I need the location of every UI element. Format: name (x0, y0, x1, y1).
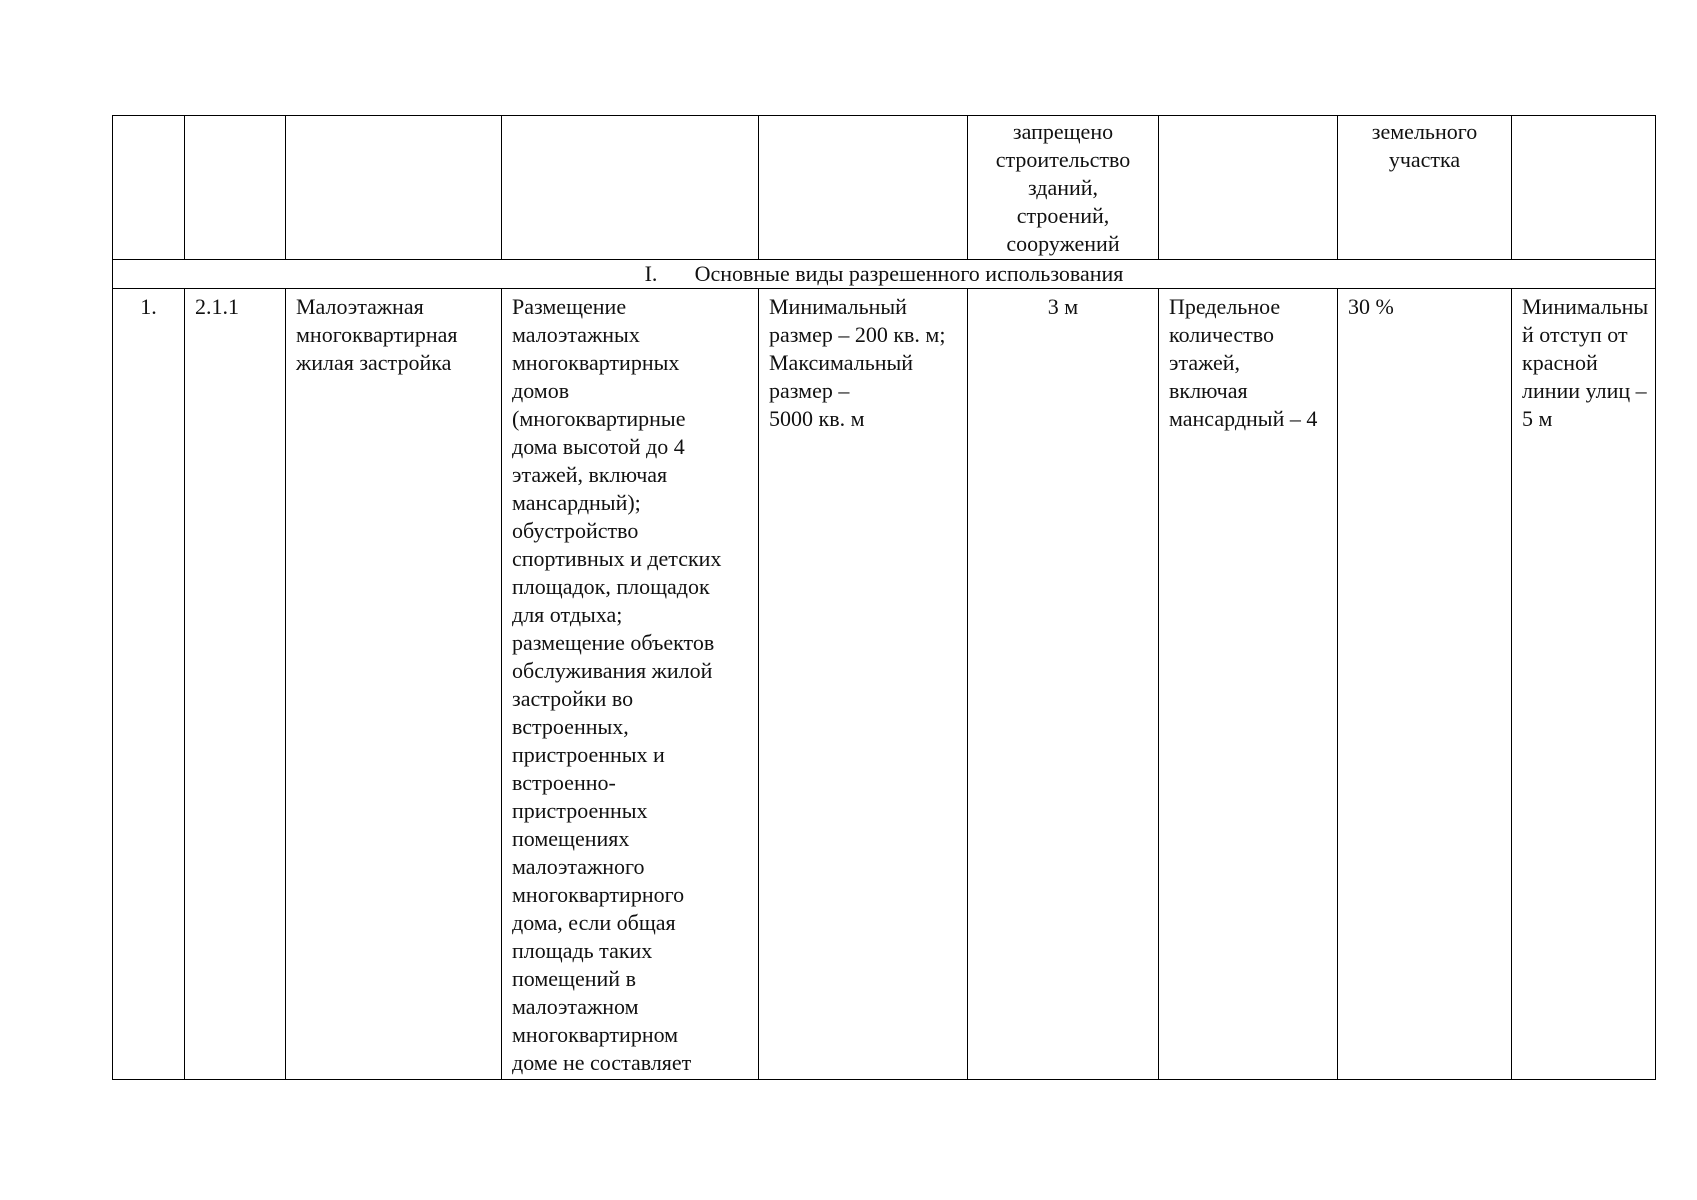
name-line: жилая застройка (296, 350, 452, 375)
description-line: обслуживания жилой (512, 658, 713, 683)
row-coverage (1338, 289, 1512, 1080)
description-line: застройки во (512, 686, 634, 711)
description-line: этажей, включая (512, 462, 668, 487)
name-line: многоквартирная (296, 322, 458, 347)
row-plot-size (759, 289, 968, 1080)
floors-line: включая (1169, 378, 1248, 403)
row-code-text: 2.1.1 (195, 294, 239, 319)
plot-size-line: 5000 кв. м (769, 406, 865, 431)
other-line: красной (1522, 350, 1598, 375)
description-line: многоквартирного (512, 882, 685, 907)
header-cell-coverage (1338, 116, 1512, 260)
plot-size-line: Максимальный (769, 350, 914, 375)
row-index-text: 1. (140, 294, 157, 319)
floors-line: мансардный – 4 (1169, 406, 1318, 431)
description-line: помещений в (512, 966, 636, 991)
description-line: обустройство (512, 518, 639, 543)
header-coverage-line: участка (1388, 147, 1461, 172)
row-name (286, 289, 502, 1080)
description-line: мансардный); (512, 490, 641, 515)
header-setback-line: сооружений (1006, 231, 1120, 256)
header-cell-plot-size (759, 116, 968, 260)
table-row-section (113, 260, 1656, 289)
floors-line: количество (1169, 322, 1275, 347)
table-row (113, 289, 1656, 1080)
floors-line: этажей, (1169, 350, 1241, 375)
description-line: для отдыха; (512, 602, 623, 627)
description-line: помещениях (512, 826, 630, 851)
header-cell-index (113, 116, 185, 260)
description-line: доме не составляет (512, 1050, 692, 1075)
section-title: Основные виды разрешенного использования (694, 261, 1124, 286)
header-setback-line: строительство (995, 147, 1131, 172)
description-line: (многоквартирные (512, 406, 686, 431)
description-line: пристроенных и (512, 742, 665, 767)
description-line: дома, если общая (512, 910, 676, 935)
other-line: 5 м (1522, 406, 1553, 431)
row-setback (968, 289, 1159, 1080)
floors-line: Предельное (1169, 294, 1281, 319)
table-row-header-continuation (113, 116, 1656, 260)
description-line: многоквартирных (512, 350, 680, 375)
description-line: площадок, площадок (512, 574, 710, 599)
row-description (502, 289, 759, 1080)
section-heading (113, 260, 1656, 289)
description-line: Размещение (512, 294, 627, 319)
setback-value: 3 м (1047, 294, 1079, 319)
name-line: Малоэтажная (296, 294, 424, 319)
coverage-value: 30 % (1348, 294, 1394, 319)
description-line: многоквартирном (512, 1022, 679, 1047)
header-cell-other (1512, 116, 1656, 260)
description-line: встроенно- (512, 770, 616, 795)
regulations-table (112, 115, 1656, 1080)
header-coverage-line: земельного (1371, 119, 1478, 144)
plot-size-line: размер – (769, 378, 850, 403)
description-line: размещение объектов (512, 630, 715, 655)
description-line: малоэтажных (512, 322, 640, 347)
section-number: I. (644, 261, 658, 286)
row-code (185, 289, 286, 1080)
header-cell-description (502, 116, 759, 260)
header-cell-setback (968, 116, 1159, 260)
description-line: малоэтажного (512, 854, 645, 879)
description-line: малоэтажном (512, 994, 639, 1019)
plot-size-line: размер – 200 кв. м; (769, 322, 946, 347)
plot-size-line: Минимальный (769, 294, 907, 319)
description-line: дома высотой до 4 (512, 434, 685, 459)
header-setback-line: зданий, (1027, 175, 1099, 200)
description-line: пристроенных (512, 798, 648, 823)
header-cell-floors (1159, 116, 1338, 260)
other-line: й отступ от (1522, 322, 1628, 347)
other-line: линии улиц – (1522, 378, 1647, 403)
description-line: площадь таких (512, 938, 653, 963)
row-index (113, 289, 185, 1080)
header-setback-line: запрещено (1012, 119, 1114, 144)
description-line: спортивных и детских (512, 546, 722, 571)
other-line: Минимальны (1522, 294, 1649, 319)
header-setback-line: строений, (1016, 203, 1110, 228)
header-cell-code (185, 116, 286, 260)
description-line: встроенных, (512, 714, 629, 739)
row-floors (1159, 289, 1338, 1080)
row-other (1512, 289, 1656, 1080)
description-line: домов (512, 378, 570, 403)
header-cell-name (286, 116, 502, 260)
